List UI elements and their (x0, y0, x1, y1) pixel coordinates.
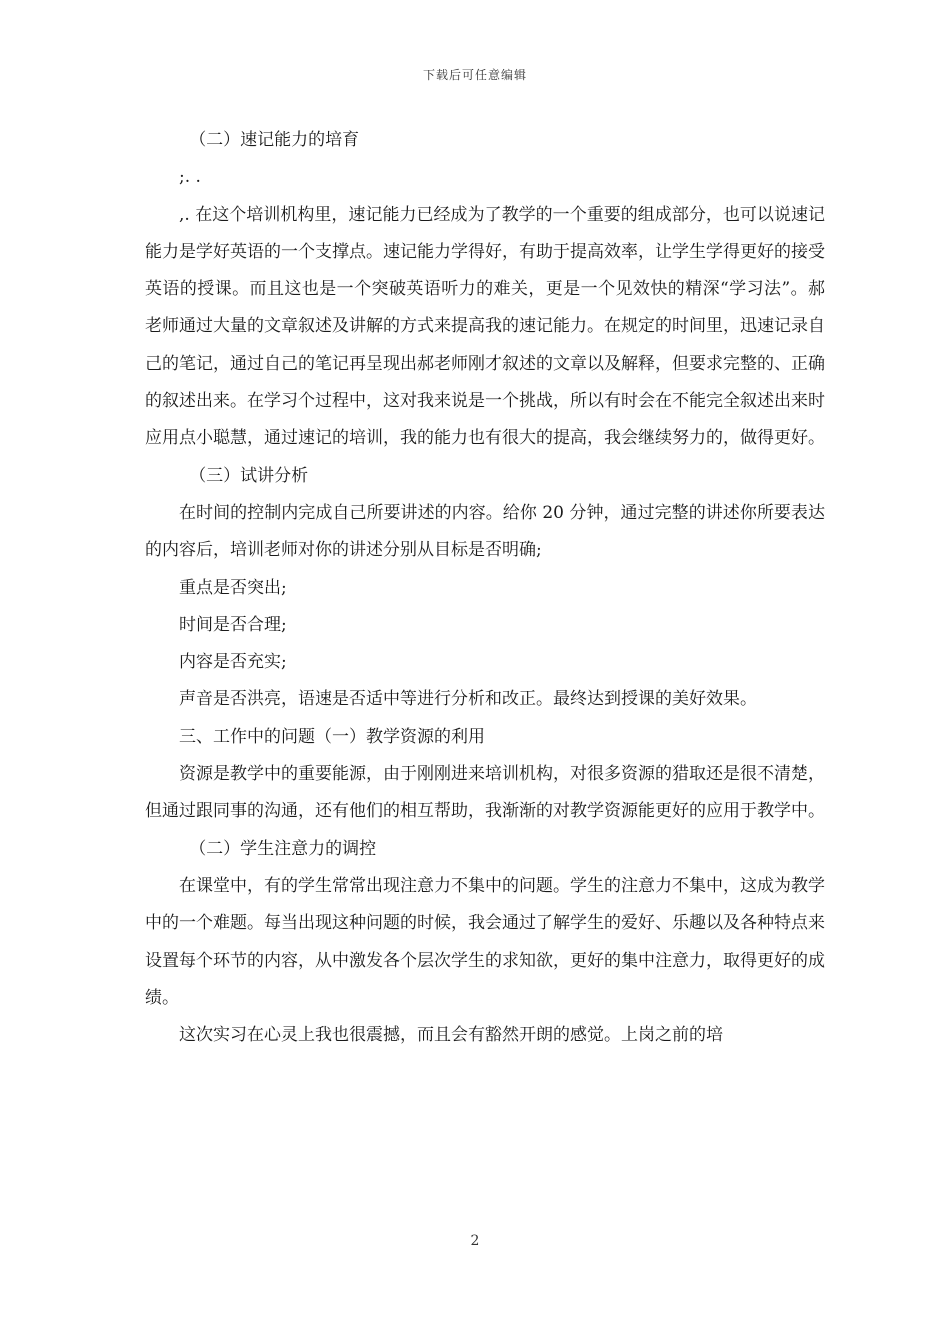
paragraph: 时间是否合理; (179, 614, 287, 635)
section-heading: 三、工作中的问题（一）教学资源的利用 (179, 726, 485, 747)
section-heading: （三）试讲分析 (189, 465, 309, 486)
paragraph: 声音是否洪亮，语速是否适中等进行分析和改正。最终达到授课的美好效果。 (179, 689, 757, 710)
paragraph: 这次实习在心灵上我也很震撼，而且会有豁然开朗的感觉。上岗之前的培 (179, 1025, 723, 1046)
section-heading: （二）速记能力的培育 (189, 130, 360, 150)
paragraph: ;. . (179, 167, 201, 188)
paragraph: 重点是否突出; (179, 577, 287, 598)
section-heading: （二）学生注意力的调控 (189, 838, 377, 859)
paragraph: 在时间的控制内完成自己所要讲述的内容。给你 20 分钟，通过完整的讲述你所要表达的内容后，培训老师对你的讲述分别从目标是否明确; (145, 502, 825, 561)
paragraph: 资源是教学中的重要能源，由于刚刚进来培训机构，对很多资源的猎取还是很不清楚，但通过跟同事的沟通，还有他们的相互帮助，我渐渐的对教学资源能更好的应用于教学中。 (145, 764, 825, 822)
paragraph: ,. 在这个培训机构里，速记能力已经成为了教学的一个重要的组成部分，也可以说速记能力是学好英语的一个支撑点。速记能力学得好，有助于提高效率，让学生学得更好的接受英语的授课。而且这也是一个突破英语听力的难关，更是一个见效快的精深“学习法”。郝老师通过大量的文章叙述及讲解的方式来提高我的速记能力。在规定的时间里，迅速记录自己的笔记，通过自己的笔记再呈现出郝老师刚才叙述的文章以及解释，但要求完整的、正确的叙述出来。在学习个过程中，这对我来说是一个挑战，所以有时会在不能完全叙述出来时应用点小聪慧，通过速记的培训，我的能力也有很大的提高，我会继续努力的，做得更好。 (145, 204, 825, 449)
page-header: 下载后可任意编辑 (422, 68, 527, 82)
document-body (145, 122, 825, 1054)
page-number: 2 (470, 1233, 480, 1249)
paragraph: 在课堂中，有的学生常常出现注意力不集中的问题。学生的注意力不集中，这成为教学中的一个难题。每当出现这种问题的时候，我会通过了解学生的爱好、乐趣以及各种特点来设置每个环节的内容，从中激发各个层次学生的求知欲，更好的集中注意力，取得更好的成绩。 (145, 875, 825, 1008)
paragraph: 内容是否充实; (179, 652, 287, 673)
